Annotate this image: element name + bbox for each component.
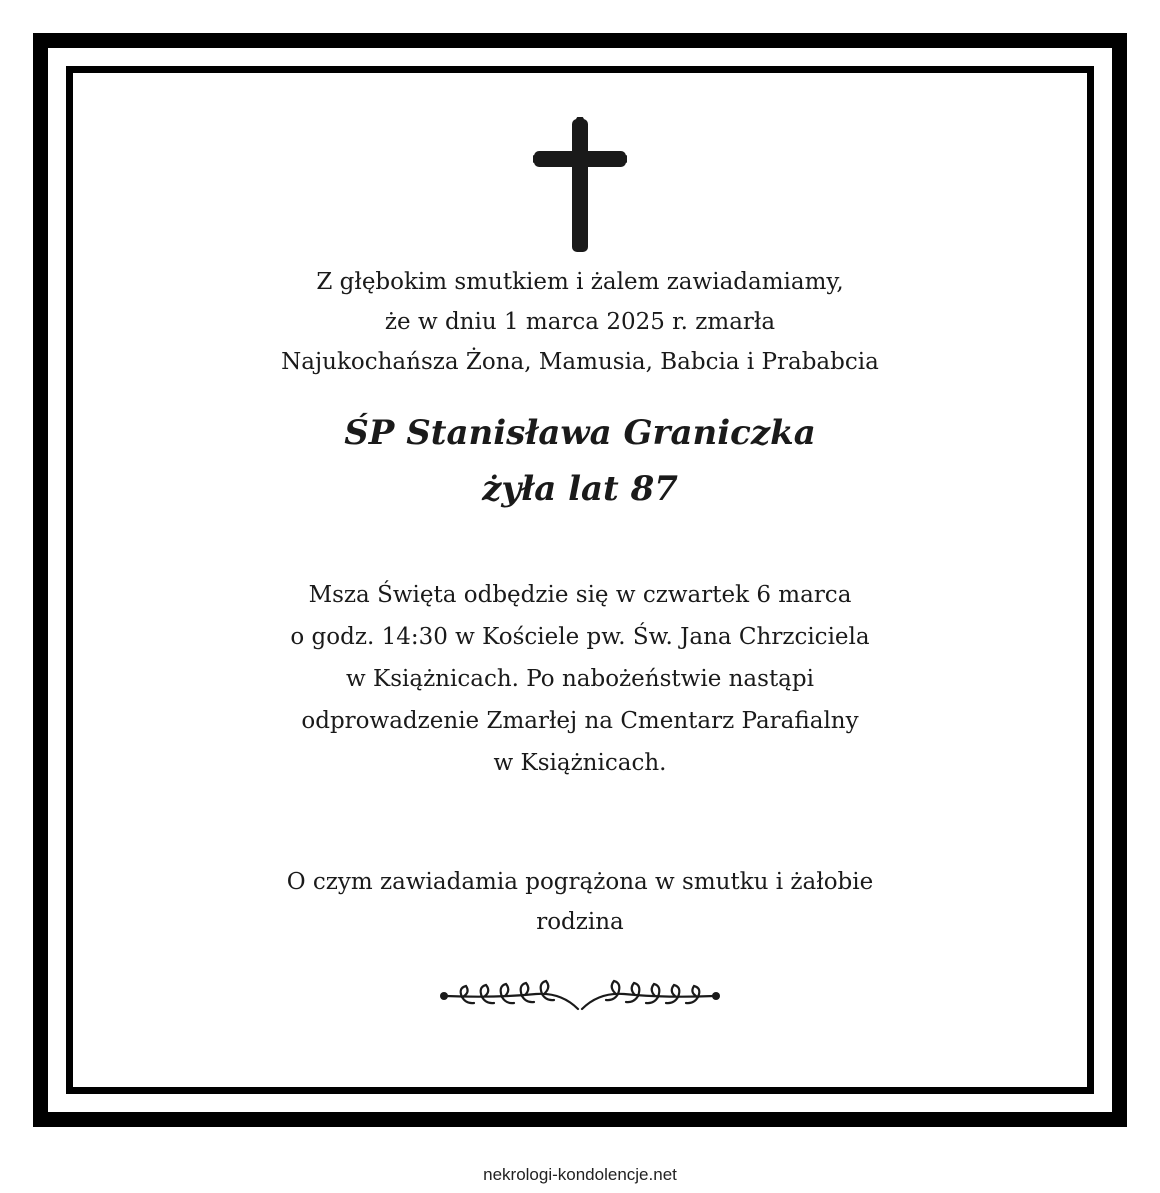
footer-site-link[interactable]: nekrologi-kondolencje.net: [483, 1165, 677, 1184]
intro-text: [120, 262, 1040, 382]
laurel-ornament-icon: [436, 976, 724, 1016]
mass-line: Msza Święta odbędzie się w czwartek 6 marca: [308, 582, 852, 608]
age-line: żyła lat 87: [482, 469, 678, 509]
name-line: ŚP Stanisława Graniczka: [344, 413, 816, 453]
cross-icon: [533, 117, 627, 254]
mass-line: o godz. 14:30 w Kościele pw. Św. Jana Chrzciciela: [290, 624, 870, 650]
mass-line: odprowadzenie Zmarłej na Cmentarz Parafialny: [301, 708, 859, 734]
family-line: O czym zawiadamia pogrążona w smutku i żałobie: [286, 869, 874, 895]
mass-info: [120, 574, 1040, 784]
intro-line: Z głębokim smutkiem i żalem zawiadamiamy,: [316, 269, 844, 295]
family-line: rodzina: [536, 909, 624, 935]
intro-line: że w dniu 1 marca 2025 r. zmarła: [384, 309, 776, 335]
mass-line: w Książnicach.: [493, 750, 667, 776]
mass-line: w Książnicach. Po nabożeństwie nastąpi: [346, 666, 814, 692]
family-signature: [120, 862, 1040, 942]
intro-line: Najukochańsza Żona, Mamusia, Babcia i Prababcia: [281, 349, 879, 375]
deceased-name: [120, 405, 1040, 517]
